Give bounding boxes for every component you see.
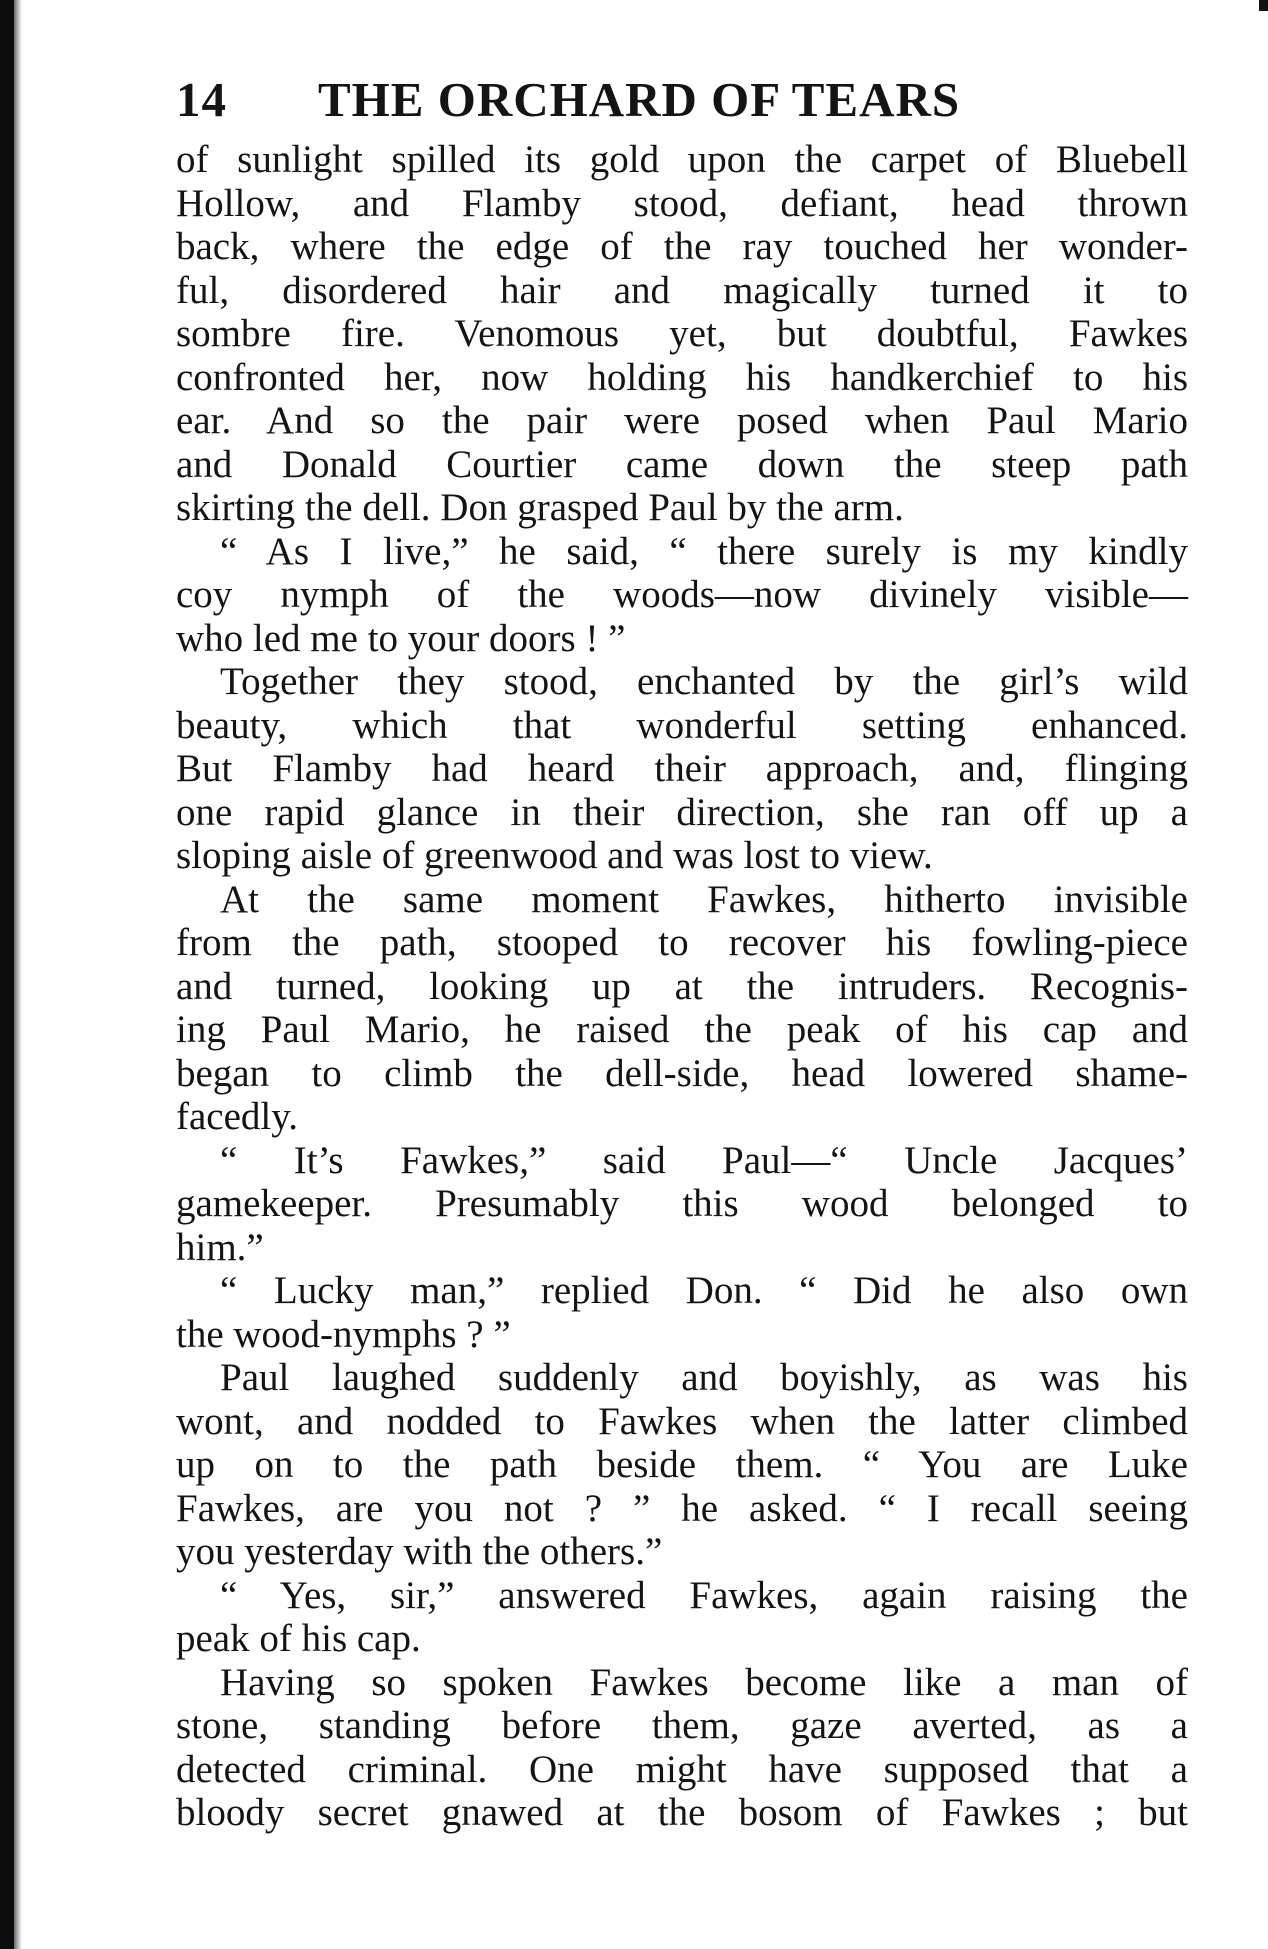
text-line: “ Lucky man,” replied Don. “ Did he also own (220, 1269, 1188, 1312)
text-line: and Donald Courtier came down the steep path (176, 442, 1188, 486)
text-line: bloody secret gnawed at the bosom of Fawkes ; but (176, 1791, 1188, 1834)
text-line: beauty, which that wonderful setting enhanced. (176, 703, 1188, 747)
text-line: coy nymph of the woods—now divinely visible— (176, 573, 1188, 616)
text-line: the wood-nymphs ? ” (176, 1312, 511, 1356)
corner-mark (1259, 0, 1268, 11)
text-line: confronted her, now holding his handkerchief to his (176, 355, 1188, 399)
text-line: who led me to your doors ! ” (176, 616, 626, 660)
text-line: ful, disordered hair and magically turned it to (176, 268, 1188, 312)
text-line: Having so spoken Fawkes become like a man of (220, 1660, 1188, 1704)
text-line: gamekeeper. Presumably this wood belonged to (176, 1182, 1188, 1225)
book-page (176, 62, 1188, 1835)
page-number: 14 (176, 72, 227, 127)
text-line: up on to the path beside them. “ You are Luke (176, 1443, 1188, 1486)
text-line: Fawkes, are you not ? ” he asked. “ I recall seeing (176, 1486, 1188, 1530)
text-line: But Flamby had heard their approach, and, flinging (176, 747, 1188, 790)
text-line: Paul laughed suddenly and boyishly, as was his (220, 1356, 1188, 1399)
text-line: sloping aisle of greenwood and was lost to view. (176, 834, 933, 877)
page-binding-gradient (14, 0, 22, 1949)
text-line: from the path, stooped to recover his fowling-piece (176, 921, 1188, 964)
text-line: detected criminal. One might have supposed that a (176, 1747, 1188, 1791)
page-header (176, 62, 1188, 138)
text-line: stone, standing before them, gaze averted, as a (176, 1704, 1188, 1747)
text-line: one rapid glance in their direction, she ran off up a (176, 790, 1188, 834)
text-line: Together they stood, enchanted by the girl’s wild (220, 660, 1188, 703)
text-line: you yesterday with the others.” (176, 1530, 663, 1573)
running-title: THE ORCHARD OF TEARS (318, 72, 961, 127)
text-line: ing Paul Mario, he raised the peak of his cap and (176, 1008, 1188, 1051)
text-line: skirting the dell. Don grasped Paul by the arm. (176, 486, 904, 529)
text-line: back, where the edge of the ray touched her wonder- (176, 225, 1188, 268)
text-line: and turned, looking up at the intruders. Recognis- (176, 964, 1188, 1008)
text-line: wont, and nodded to Fawkes when the latter climbed (176, 1399, 1188, 1443)
text-line: of sunlight spilled its gold upon the carpet of Bluebell (176, 138, 1188, 181)
text-line: began to climb the dell-side, head lowered shame- (176, 1051, 1188, 1095)
text-line: Hollow, and Flamby stood, defiant, head thrown (176, 181, 1188, 225)
text-line: “ As I live,” he said, “ there surely is my kindly (220, 529, 1188, 573)
page-binding-shadow (0, 0, 14, 1949)
text-line: peak of his cap. (176, 1617, 421, 1660)
text-line: sombre fire. Venomous yet, but doubtful, Fawkes (176, 312, 1188, 355)
text-line: “ Yes, sir,” answered Fawkes, again raising the (220, 1573, 1188, 1617)
body-text (176, 138, 1188, 1835)
text-line: “ It’s Fawkes,” said Paul—“ Uncle Jacques’ (220, 1138, 1188, 1182)
text-line: ear. And so the pair were posed when Paul Mario (176, 399, 1188, 442)
text-line: At the same moment Fawkes, hitherto invisible (220, 877, 1188, 921)
text-line: facedly. (176, 1095, 298, 1138)
text-line: him.” (176, 1225, 264, 1269)
